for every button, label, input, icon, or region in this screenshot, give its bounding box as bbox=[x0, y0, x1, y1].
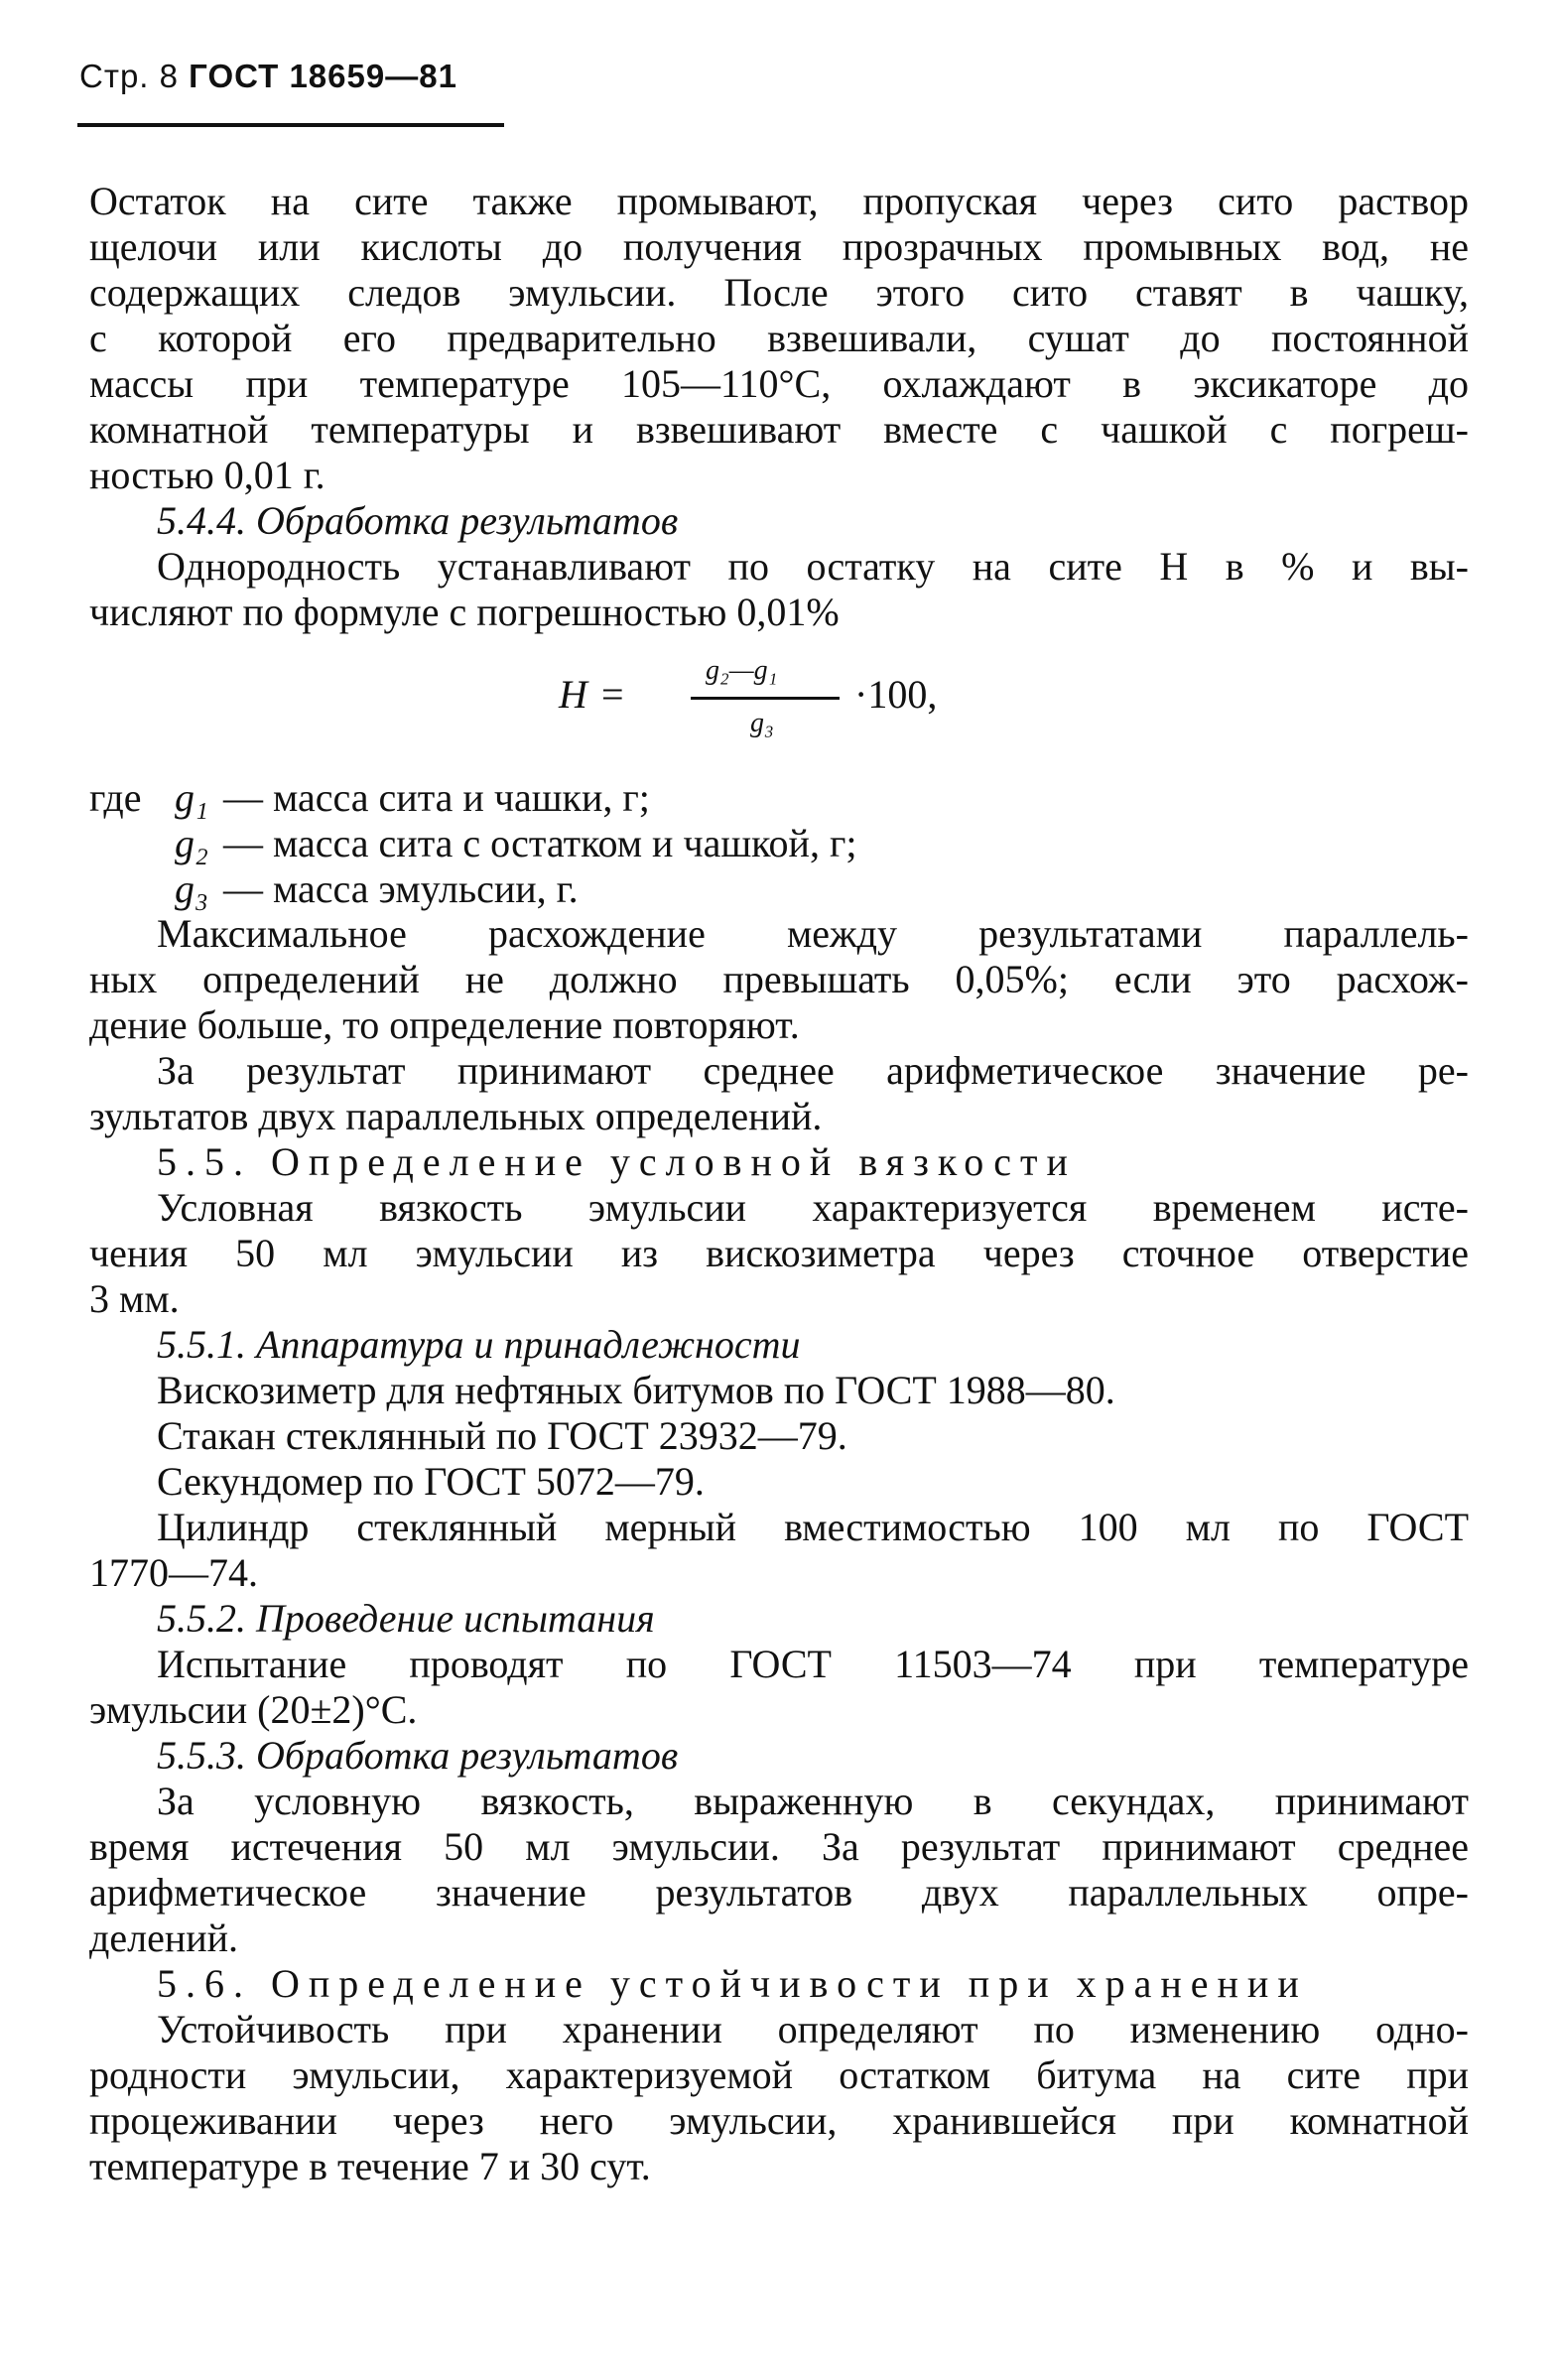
text-line: Цилиндр стеклянный мерный вместимостью 100 мл по ГОСТ bbox=[157, 1505, 1469, 1549]
text-line: с которой его предварительно взвешивали, сушат до постоянной bbox=[89, 316, 1469, 360]
formula-equals: = bbox=[601, 672, 624, 717]
formula-multiplier: ·100, bbox=[854, 672, 938, 717]
text-line: Стакан стеклянный по ГОСТ 23932—79. bbox=[157, 1413, 847, 1458]
text-line: 1770—74. bbox=[89, 1550, 258, 1595]
text-line: Испытание проводят по ГОСТ 11503—74 при температуре bbox=[157, 1642, 1469, 1686]
legend-symbol: g₁ bbox=[175, 775, 208, 820]
text-line: эмульсии (20±2)°С. bbox=[89, 1687, 418, 1732]
text-line: массы при температуре 105—110°С, охлаждают в эксикаторе до bbox=[89, 361, 1469, 406]
fraction-bar bbox=[691, 697, 840, 700]
legend-intro: где bbox=[89, 775, 142, 820]
section-heading-5-6: 5.6. Определение устойчивости при хранении bbox=[157, 1961, 1308, 2006]
section-heading-5-4-4: 5.4.4. Обработка результатов bbox=[157, 498, 679, 543]
text-line: зультатов двух параллельных определений. bbox=[89, 1094, 823, 1138]
legend-text: — масса сита и чашки, г; bbox=[223, 775, 650, 820]
legend-text: — масса сита с остатком и чашкой, г; bbox=[223, 821, 857, 865]
text-line: время истечения 50 мл эмульсии. За результат принимают среднее bbox=[89, 1824, 1469, 1869]
text-line: температуре в течение 7 и 30 сут. bbox=[89, 2144, 651, 2188]
page-header bbox=[79, 58, 457, 95]
formula-denominator: g₃ bbox=[750, 708, 774, 738]
text-line: Условная вязкость эмульсии характеризуется временем исте- bbox=[157, 1185, 1469, 1230]
text-line: комнатной температуры и взвешивают вместе с чашкой с погреш- bbox=[89, 407, 1469, 452]
legend-text: — масса эмульсии, г. bbox=[223, 866, 579, 911]
section-heading-5-5-3: 5.5.3. Обработка результатов bbox=[157, 1733, 679, 1778]
text-line: делений. bbox=[89, 1916, 239, 1960]
text-line: арифметическое значение результатов двух параллельных опре- bbox=[89, 1870, 1469, 1915]
text-line: ностью 0,01 г. bbox=[89, 453, 325, 497]
text-line: Устойчивость при хранении определяют по изменению одно- bbox=[157, 2007, 1469, 2051]
page-number: Стр. 8 bbox=[79, 58, 179, 94]
text-line: Остаток на сите также промывают, пропуская через сито раствор bbox=[89, 179, 1469, 223]
text-line: Вискозиметр для нефтяных битумов по ГОСТ 1988—80. bbox=[157, 1368, 1115, 1412]
text-line: щелочи или кислоты до получения прозрачных промывных вод, не bbox=[89, 224, 1469, 269]
text-line: ных определений не должно превышать 0,05%; если это расхож- bbox=[89, 957, 1469, 1001]
text-line: Максимальное расхождение между результатами параллель- bbox=[157, 911, 1469, 956]
text-line: За результат принимают среднее арифметическое значение ре- bbox=[157, 1048, 1469, 1093]
section-heading-5-5-2: 5.5.2. Проведение испытания bbox=[157, 1596, 655, 1641]
standard-code: ГОСТ 18659—81 bbox=[189, 58, 457, 94]
section-heading-5-5-1: 5.5.1. Аппаратура и принадлежности bbox=[157, 1322, 801, 1367]
header-rule bbox=[77, 123, 504, 127]
text-line: процеживании через него эмульсии, хранившейся при комнатной bbox=[89, 2098, 1469, 2143]
text-line: содержащих следов эмульсии. После этого сито ставят в чашку, bbox=[89, 270, 1469, 315]
text-line: 3 мм. bbox=[89, 1276, 180, 1321]
legend-symbol: g₂ bbox=[175, 821, 208, 865]
text-line: За условную вязкость, выраженную в секундах, принимают bbox=[157, 1779, 1469, 1823]
text-line: Однородность устанавливают по остатку на сите Н в % и вы- bbox=[157, 544, 1469, 589]
formula-lhs: H bbox=[559, 672, 587, 717]
section-heading-5-5: 5.5. Определение условной вязкости bbox=[157, 1139, 1077, 1184]
formula-numerator: g₂—g₁ bbox=[706, 655, 778, 686]
legend-symbol: g₃ bbox=[175, 866, 208, 911]
text-line: дение больше, то определение повторяют. bbox=[89, 1002, 800, 1047]
text-line: числяют по формуле с погрешностью 0,01% bbox=[89, 590, 840, 634]
text-line: Секундомер по ГОСТ 5072—79. bbox=[157, 1459, 705, 1504]
text-line: чения 50 мл эмульсии из вискозиметра через сточное отверстие bbox=[89, 1231, 1469, 1275]
text-line: родности эмульсии, характеризуемой остатком битума на сите при bbox=[89, 2052, 1469, 2097]
